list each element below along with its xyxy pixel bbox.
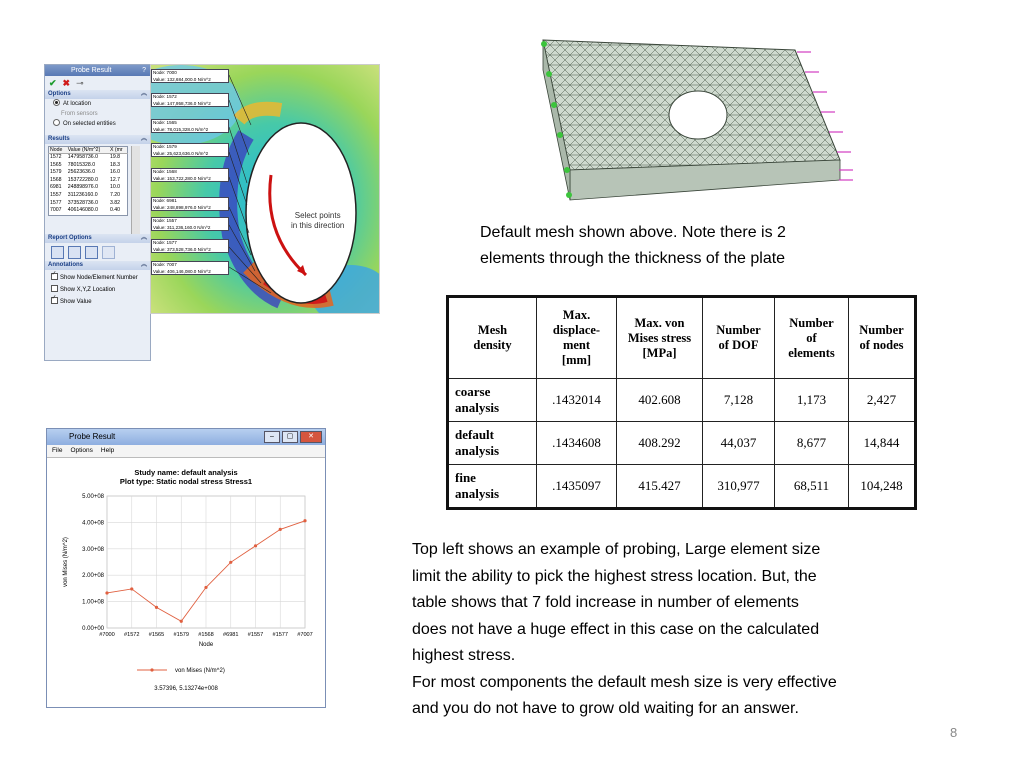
result-cell: 1568 xyxy=(50,176,62,183)
header-line: Number xyxy=(859,323,904,337)
probe-result-window xyxy=(46,428,326,708)
options-header-label: Options xyxy=(48,91,71,97)
results-section-header[interactable] xyxy=(45,135,150,144)
legend-label: von Mises (N/m^2) xyxy=(175,668,225,674)
callout-value: 25,623,636.0 N/m^2 xyxy=(166,150,209,156)
mesh-caption-line2: elements through the thickness of the plate xyxy=(480,250,786,267)
probe-toolbar xyxy=(45,76,150,90)
table-cell: .1432014 xyxy=(537,379,617,422)
slide-number: 8 xyxy=(950,725,958,740)
y-tick-label: 1.00+08 xyxy=(82,599,104,606)
row-label xyxy=(448,422,537,465)
result-cell: 25623636.0 xyxy=(67,169,96,176)
node-label: Node: xyxy=(153,70,166,75)
result-cell: 248898976.0 xyxy=(67,184,98,191)
report-icon[interactable] xyxy=(68,246,81,259)
option-at-location[interactable] xyxy=(45,99,150,109)
probe-callout xyxy=(151,261,229,275)
table-cell: 8,677 xyxy=(775,422,849,465)
col-value[interactable]: Value (N/m^2) xyxy=(67,147,109,154)
result-cell: 6981 xyxy=(50,184,62,191)
x-tick-label: #6981 xyxy=(222,632,239,638)
callout-value-line xyxy=(153,77,228,84)
chart-icon[interactable] xyxy=(102,246,115,259)
checkbox-icon[interactable] xyxy=(51,285,58,292)
header-line: of xyxy=(806,330,817,345)
result-row[interactable] xyxy=(49,184,128,192)
annotations-header[interactable] xyxy=(45,261,150,270)
probe-callout xyxy=(151,197,229,211)
select-note-line2: in this direction xyxy=(291,221,345,230)
probe-callout xyxy=(151,143,229,157)
result-cell: 16.0 xyxy=(109,169,121,176)
annotation-label: Show X,Y,Z Location xyxy=(60,287,116,293)
node-label: Node: xyxy=(153,120,166,125)
callout-value-line xyxy=(153,269,228,276)
table-header-cell xyxy=(617,297,703,379)
y-tick-label: 0.00+00 xyxy=(82,626,104,632)
table-header-cell xyxy=(448,297,537,379)
body-text-line: Top left shows an example of probing, Large element size xyxy=(412,541,821,558)
table-cell: 415.427 xyxy=(617,465,703,509)
header-line: density xyxy=(473,338,512,352)
result-cell: 1577 xyxy=(50,199,62,206)
callout-value-line xyxy=(153,101,228,108)
result-cell: 153722280.0 xyxy=(67,176,98,183)
row-label-line: analysis xyxy=(455,443,500,458)
y-tick-label: 2.00+08 xyxy=(82,573,104,580)
header-line: Max. xyxy=(562,308,591,322)
callout-value: 248,898,976.0 N/m^2 xyxy=(166,204,211,210)
table-header-cell xyxy=(703,297,775,379)
header-line: of DOF xyxy=(718,338,759,352)
value-label: Value: xyxy=(153,100,166,106)
probe-callout xyxy=(151,217,229,231)
table-cell: 1,173 xyxy=(775,379,849,422)
window-title: Probe Result xyxy=(69,432,116,441)
result-row[interactable] xyxy=(49,207,128,215)
probe-callout xyxy=(151,239,229,253)
node-label: Node: xyxy=(153,240,166,245)
result-row[interactable] xyxy=(49,177,128,185)
header-line: elements xyxy=(788,345,835,360)
callout-node: 1572 xyxy=(166,94,177,99)
node-label: Node: xyxy=(153,218,166,223)
result-cell: 373528736.0 xyxy=(67,199,98,206)
cancel-x-icon[interactable]: ✖ xyxy=(62,77,71,88)
header-line: Mesh xyxy=(477,323,508,337)
callout-node: 1568 xyxy=(166,169,177,174)
body-text-line: table shows that 7 fold increase in number of elements xyxy=(412,594,799,611)
annotations-label: Annotations xyxy=(48,262,83,268)
body-text-line: highest stress. xyxy=(412,647,516,664)
result-cell: 12.7 xyxy=(109,176,121,183)
callout-value-line xyxy=(153,225,228,232)
mesh-caption xyxy=(480,220,900,272)
report-options-label: Report Options xyxy=(48,235,92,241)
table-cell: .1435097 xyxy=(537,465,617,509)
result-cell: 18.3 xyxy=(109,161,121,168)
node-label: Node: xyxy=(153,94,166,99)
stress-contour-image xyxy=(150,64,380,314)
callout-node: 1565 xyxy=(166,120,177,125)
data-point xyxy=(130,587,133,590)
value-label: Value: xyxy=(153,224,166,230)
node-label: Node: xyxy=(153,198,166,203)
table-cell: 408.292 xyxy=(617,422,703,465)
table-row xyxy=(448,379,916,422)
x-tick-label: #1579 xyxy=(173,632,190,638)
result-row[interactable] xyxy=(49,169,128,177)
row-label-line: analysis xyxy=(455,486,500,501)
results-table-wrap xyxy=(45,146,150,234)
x-tick-label: #1568 xyxy=(198,632,214,638)
chevron-up-icon[interactable]: ︽ xyxy=(140,136,147,142)
select-points-note xyxy=(291,211,344,231)
select-note-line1: Select points xyxy=(294,211,341,220)
table-header-cell xyxy=(537,297,617,379)
chevron-up-icon[interactable]: ︽ xyxy=(140,235,147,241)
result-cell: 1557 xyxy=(50,191,62,198)
result-cell: 10.0 xyxy=(109,184,121,191)
result-cell: 3.82 xyxy=(109,199,121,206)
results-scrollbar[interactable] xyxy=(131,146,140,234)
result-row[interactable] xyxy=(49,200,128,208)
callout-value-line xyxy=(153,176,228,183)
table-row xyxy=(448,465,916,509)
window-menubar xyxy=(47,445,325,458)
callout-node: 1579 xyxy=(166,144,177,149)
data-point xyxy=(180,620,183,623)
col-node[interactable]: Node xyxy=(49,147,67,154)
table-cell: 104,248 xyxy=(849,465,916,509)
table-cell: 7,128 xyxy=(703,379,775,422)
result-cell: 7.20 xyxy=(109,191,121,198)
row-label xyxy=(448,465,537,509)
options-section-header[interactable] xyxy=(45,90,150,99)
header-line: Mises stress xyxy=(627,330,692,345)
callout-node: 7000 xyxy=(166,70,177,75)
results-header-label: Results xyxy=(48,136,70,142)
callout-value-line xyxy=(153,127,228,134)
table-cell: 2,427 xyxy=(849,379,916,422)
value-label: Value: xyxy=(153,126,166,132)
table-cell: 68,511 xyxy=(775,465,849,509)
data-point xyxy=(303,519,306,522)
value-label: Value: xyxy=(153,246,166,252)
data-point xyxy=(155,606,158,609)
mesh-caption-line1: Default mesh shown above. Note there is 2 xyxy=(480,224,786,241)
body-text-line: For most components the default mesh size is very effective xyxy=(412,673,837,691)
probe-callout xyxy=(151,69,229,83)
result-cell: 19.8 xyxy=(109,154,121,160)
data-point xyxy=(279,528,282,531)
value-label: Value: xyxy=(153,175,166,181)
callout-node: 1577 xyxy=(166,240,177,245)
probe-result-panel xyxy=(44,64,151,361)
callout-value-line xyxy=(153,247,228,254)
option-on-selected-entities[interactable] xyxy=(45,119,150,129)
y-axis-label: von Mises (N/m^2) xyxy=(63,537,69,587)
result-cell: 406146080.0 xyxy=(67,207,98,214)
header-line: [MPa] xyxy=(642,345,677,360)
callout-value: 132,684,000.0 N/m^2 xyxy=(166,76,211,82)
callout-node: 7007 xyxy=(166,262,177,267)
result-row[interactable] xyxy=(49,154,128,162)
y-tick-label: 4.00+08 xyxy=(82,520,104,527)
header-line: Number xyxy=(716,323,761,337)
body-text-line: and you do not have to grow old waiting for an answer. xyxy=(412,700,799,717)
chevron-up-icon[interactable]: ︽ xyxy=(140,91,147,97)
y-tick-label: 5.00+08 xyxy=(82,494,104,500)
mesh-plate-image xyxy=(535,30,860,210)
header-line: [mm] xyxy=(561,353,592,367)
annotation-label: Show Node/Element Number xyxy=(60,275,138,281)
close-icon[interactable]: ✕ xyxy=(300,431,322,443)
body-text-line: does not have a huge effect in this case on the calculated xyxy=(412,620,820,638)
cursor-readout: 3.57396, 5.13274e+008 xyxy=(154,686,218,692)
callout-node: 6981 xyxy=(166,198,177,203)
x-tick-label: #1565 xyxy=(148,632,165,638)
checkbox-icon[interactable] xyxy=(51,273,58,280)
header-line: of nodes xyxy=(859,338,904,352)
annotation-label: Show Value xyxy=(60,299,92,305)
save-icon[interactable] xyxy=(51,246,64,259)
result-row[interactable] xyxy=(49,162,128,170)
result-row[interactable] xyxy=(49,192,128,200)
row-label-line: analysis xyxy=(455,400,500,415)
ok-check-icon[interactable]: ✔ xyxy=(49,77,57,88)
callout-value: 153,722,280.0 N/m^2 xyxy=(166,175,211,181)
probe-callout xyxy=(151,168,229,182)
table-cell: .1434608 xyxy=(537,422,617,465)
table-cell: 402.608 xyxy=(617,379,703,422)
value-label: Value: xyxy=(153,268,166,274)
value-label: Value: xyxy=(153,76,166,82)
result-cell: 1565 xyxy=(50,161,62,168)
probe-panel-title: Probe Result xyxy=(71,67,112,74)
probe-panel-titlebar xyxy=(45,65,150,76)
result-cell: 311236160.0 xyxy=(67,191,98,198)
node-label: Node: xyxy=(153,144,166,149)
minimize-icon[interactable]: – xyxy=(264,431,280,443)
header-line: displace- xyxy=(552,323,601,337)
callout-value-line xyxy=(153,205,228,212)
col-x[interactable]: X (mr xyxy=(109,147,128,154)
probe-callout xyxy=(151,93,229,107)
report-icons xyxy=(45,243,150,261)
mesh-comparison-table xyxy=(446,295,917,510)
header-line: Number xyxy=(789,315,834,330)
results-table xyxy=(48,146,128,216)
annotation-show-value[interactable] xyxy=(45,297,150,306)
y-tick-label: 3.00+08 xyxy=(82,546,104,553)
result-cell: 1579 xyxy=(50,169,62,176)
table-cell: 44,037 xyxy=(703,422,775,465)
pushpin-icon[interactable]: ⊸ xyxy=(76,77,84,88)
table-row xyxy=(448,422,916,465)
callout-value: 311,236,160.0 N/m^2 xyxy=(166,224,211,230)
row-label-line: fine xyxy=(455,470,476,485)
row-label-line: default xyxy=(455,427,494,442)
callout-value: 147,958,736.0 N/m^2 xyxy=(166,100,211,106)
row-label-line: coarse xyxy=(455,384,491,399)
maximize-icon[interactable]: ▢ xyxy=(282,431,298,443)
study-name-line: Study name: default analysis xyxy=(134,468,238,477)
stress-line-chart xyxy=(47,486,325,708)
plot-icon[interactable] xyxy=(85,246,98,259)
callout-value: 373,528,736.0 N/m^2 xyxy=(166,246,211,252)
header-line: ment xyxy=(562,338,591,352)
data-point xyxy=(229,561,232,564)
body-text xyxy=(412,537,982,723)
window-titlebar xyxy=(47,429,325,445)
result-cell: 1572 xyxy=(50,154,62,160)
body-text-line: limit the ability to pick the highest stress location. But, the xyxy=(412,567,817,585)
checkbox-icon[interactable] xyxy=(51,297,58,304)
annotation-show-node[interactable] xyxy=(45,273,150,282)
option-from-sensors xyxy=(45,109,150,119)
annotation-show-xyz[interactable] xyxy=(45,285,150,294)
legend-marker xyxy=(150,668,153,671)
x-tick-label: #1557 xyxy=(247,632,264,638)
option-label: At location xyxy=(63,101,92,107)
table-header-cell xyxy=(849,297,916,379)
chevron-up-icon[interactable]: ︽ xyxy=(140,262,147,268)
node-label: Node: xyxy=(153,169,166,174)
option-label: On selected entities xyxy=(63,121,116,127)
x-tick-label: #1572 xyxy=(123,632,140,638)
result-cell: 147958736.0 xyxy=(67,154,98,160)
result-cell: 7007 xyxy=(50,207,62,214)
data-point xyxy=(204,586,207,589)
callout-node: 1557 xyxy=(166,218,177,223)
data-point xyxy=(254,544,257,547)
value-label: Value: xyxy=(153,204,166,210)
menu-help[interactable]: Help xyxy=(100,447,115,454)
radio-icon[interactable] xyxy=(53,119,60,126)
menu-file[interactable]: File xyxy=(52,447,63,454)
node-label: Node: xyxy=(153,262,166,267)
result-cell: 0.40 xyxy=(109,207,121,214)
data-point xyxy=(105,591,108,594)
header-line: Max. von xyxy=(634,315,685,330)
menu-options[interactable]: Options xyxy=(70,447,93,454)
row-label xyxy=(448,379,537,422)
x-tick-label: #1577 xyxy=(272,632,289,638)
callout-value: 78,015,328.0 N/m^2 xyxy=(166,126,209,132)
callout-value-line xyxy=(153,151,228,158)
window-controls xyxy=(264,431,322,443)
radio-icon[interactable] xyxy=(53,99,60,106)
callout-value: 406,146,080.0 N/m^2 xyxy=(166,268,211,274)
plot-type-line: Plot type: Static nodal stress Stress1 xyxy=(119,477,253,486)
x-axis-label: Node xyxy=(198,642,214,648)
result-cell: 78015328.0 xyxy=(67,161,96,168)
table-cell: 14,844 xyxy=(849,422,916,465)
table-header-cell xyxy=(775,297,849,379)
panel-collapse-icon[interactable]: ? xyxy=(142,67,146,74)
value-label: Value: xyxy=(153,150,166,156)
option-label: From sensors xyxy=(61,111,98,117)
x-tick-label: #7000 xyxy=(99,632,115,638)
report-options-header[interactable] xyxy=(45,234,150,243)
table-cell: 310,977 xyxy=(703,465,775,509)
x-tick-label: #7007 xyxy=(297,632,313,638)
probe-callout xyxy=(151,119,229,133)
